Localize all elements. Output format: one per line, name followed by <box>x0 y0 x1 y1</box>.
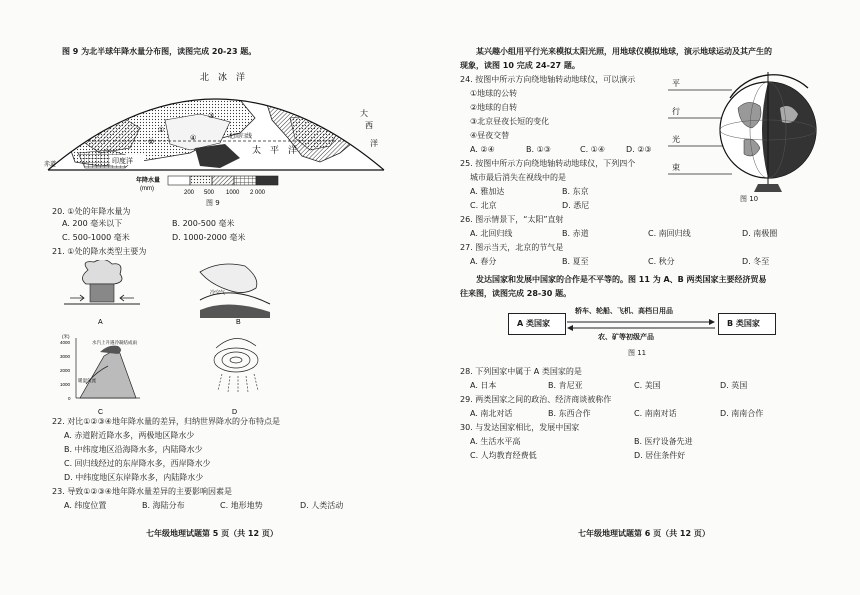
indian-ocean-label: 印度洋 <box>112 158 133 165</box>
q27-option-a: A. 春分 <box>470 257 497 266</box>
legend-value-2000: 2 000 <box>250 190 266 196</box>
q24-option-d: D. ②③ <box>626 145 652 154</box>
export-a-goods: 轿车、轮船、飞机、高档日用品 <box>575 307 673 315</box>
q20-option-c: C. 500-1000 毫米 <box>62 233 130 242</box>
c-y-2000: 2000 <box>60 368 71 373</box>
q24-item-4: ④昼夜交替 <box>470 131 510 140</box>
country-a-box <box>508 313 566 335</box>
q24-item-2: ②地球的自转 <box>470 103 518 112</box>
q25-option-b: B. 东京 <box>562 187 589 196</box>
q26-option-a: A. 北回归线 <box>470 229 513 238</box>
q30-stem: 30. 与发达国家相比，发展中国家 <box>460 423 580 432</box>
trade-arrows <box>565 318 717 332</box>
intro-line-4: 往来图，读图完成 28-30 题。 <box>460 289 572 298</box>
q28-option-d: D. 英国 <box>720 381 748 390</box>
q20-option-d: D. 1000-2000 毫米 <box>172 233 246 242</box>
q24-option-a: A. ②④ <box>470 145 495 154</box>
q24-option-b: B. ①③ <box>526 145 551 154</box>
q27-option-b: B. 夏至 <box>562 257 589 266</box>
legend-unit: (mm) <box>140 186 154 192</box>
q22-option-c: C. 回归线经过的东岸降水多，西岸降水少 <box>64 459 211 468</box>
intro-text: 图 9 为北半球年降水量分布图，读图完成 20-23 题。 <box>62 47 257 56</box>
c-title: 水汽上升遇冷凝结成雨 <box>92 340 137 345</box>
q25-stem: 25. 按图中所示方向绕地轴转动地球仪，下列四个 <box>460 159 636 168</box>
legend-value-500: 500 <box>204 190 215 196</box>
q23-option-c: C. 地形地势 <box>220 501 263 510</box>
q21-label-d: D <box>232 409 238 416</box>
option-b-frontal-image <box>200 264 270 318</box>
q29-option-a: A. 南北对话 <box>470 409 513 418</box>
c-air-label: 暖湿气流 <box>78 378 96 383</box>
q26-option-c: C. 南回归线 <box>648 229 691 238</box>
intro-line-3: 发达国家和发展中国家的合作是不平等的。图 11 为 A、B 两类国家主要经济贸易 <box>476 275 767 284</box>
intro-line-1: 某兴趣小组用平行光来模拟太阳光照，用地球仪模拟地球，演示地球运动及其产生的 <box>476 47 772 56</box>
q21-label-c: C <box>98 409 104 416</box>
equator-label: 赤道 <box>44 162 57 168</box>
point-4-marker: ④ <box>190 134 197 142</box>
cold-air-label: 冷空气 <box>210 290 226 296</box>
option-a-convection-image <box>64 260 140 304</box>
q22-option-d: D. 中纬度地区东岸降水多，内陆降水少 <box>64 473 204 482</box>
q21-illustrations <box>60 260 290 420</box>
q28-option-a: A. 日本 <box>470 381 497 390</box>
q26-option-d: D. 南极圈 <box>742 229 778 238</box>
point-1-marker: ① <box>158 126 165 134</box>
q22-option-a: A. 赤道附近降水多，两极地区降水少 <box>64 431 195 440</box>
q29-option-c: C. 南南对话 <box>634 409 677 418</box>
light-char-2: 行 <box>672 107 680 116</box>
q23-option-a: A. 纬度位置 <box>64 501 107 510</box>
c-y-1000: 1000 <box>60 382 71 387</box>
globe-figure <box>668 68 818 198</box>
q28-option-c: C. 美国 <box>634 381 661 390</box>
q20-option-a: A. 200 毫米以下 <box>62 219 123 228</box>
light-char-3: 光 <box>672 135 680 144</box>
q25-option-c: C. 北京 <box>470 201 497 210</box>
c-y-0: 0 <box>68 396 71 401</box>
atlantic-label-2: 西 <box>365 121 373 130</box>
country-b-box <box>718 313 776 335</box>
q24-item-1: ①地球的公转 <box>470 89 518 98</box>
option-d-typhoon-image <box>214 338 258 392</box>
q25-stem-2: 城市最后消失在视线中的是 <box>470 173 566 182</box>
q29-stem: 29. 两类国家之间的政治、经济商谈被称作 <box>460 395 612 404</box>
q20-option-b: B. 200-500 毫米 <box>172 219 235 228</box>
q24-item-3: ③北京昼夜长短的变化 <box>470 117 550 126</box>
q28-stem: 28. 下列国家中属于 A 类国家的是 <box>460 367 582 376</box>
q27-option-c: C. 秋分 <box>648 257 675 266</box>
point-2-marker: ② <box>148 138 155 146</box>
atlantic-label-1: 大 <box>360 109 368 118</box>
q23-option-d: D. 人类活动 <box>300 501 344 510</box>
figure-9-caption: 图 9 <box>206 199 220 207</box>
page-6-footer: 七年级地理试题第 6 页（共 12 页） <box>578 529 710 538</box>
tropic-label: 北回归线 <box>228 134 253 140</box>
q23-stem: 23. 导致①②③④地年降水量差异的主要影响因素是 <box>52 487 232 496</box>
export-b-goods: 农、矿等初级产品 <box>598 333 654 341</box>
option-c-orographic-image <box>60 333 140 401</box>
q27-option-d: D. 冬至 <box>742 257 770 266</box>
q26-option-b: B. 赤道 <box>562 229 589 238</box>
q21-label-a: A <box>98 319 103 326</box>
q29-option-b: B. 东西合作 <box>548 409 591 418</box>
q23-option-b: B. 海陆分布 <box>142 501 185 510</box>
c-y-3000: 3000 <box>60 354 71 359</box>
legend-value-1000: 1000 <box>226 190 240 196</box>
q20-stem: 20. ①处的年降水量为 <box>52 207 131 216</box>
q21-label-b: B <box>236 319 241 326</box>
q25-option-d: D. 悉尼 <box>562 201 590 210</box>
legend-value-200: 200 <box>184 190 195 196</box>
light-char-4: 束 <box>672 163 680 172</box>
pacific-label: 太 平 洋 <box>252 145 298 155</box>
intro-line-2: 现象，读图 10 完成 24-27 题。 <box>460 61 580 70</box>
q27-stem: 27. 图示当天，北京的节气是 <box>460 243 564 252</box>
figure-10-caption: 图 10 <box>740 195 759 203</box>
figure-11-caption: 图 11 <box>628 349 647 357</box>
legend-title: 年降水量 <box>136 178 161 184</box>
atlantic-label-3: 洋 <box>370 139 378 148</box>
q21-stem: 21. ①处的降水类型主要为 <box>52 247 147 256</box>
c-ylabel: (米) <box>62 334 70 339</box>
country-b-label: B 类国家 <box>727 319 760 328</box>
light-char-1: 平 <box>672 79 680 88</box>
q24-stem: 24. 按图中所示方向绕地轴转动地球仪，可以演示 <box>460 75 636 84</box>
q30-option-c: C. 人均教育经费低 <box>470 451 537 460</box>
point-3-marker: ③ <box>208 112 215 120</box>
country-a-label: A 类国家 <box>517 319 550 328</box>
q24-option-c: C. ①④ <box>580 145 606 154</box>
page-5-footer: 七年级地理试题第 5 页（共 12 页） <box>146 529 278 538</box>
q22-stem: 22. 对比①②③④地年降水量的差异，归纳世界降水的分布特点是 <box>52 417 280 426</box>
right-page <box>430 0 860 595</box>
q25-option-a: A. 雅加达 <box>470 187 505 196</box>
q30-option-a: A. 生活水平高 <box>470 437 521 446</box>
q29-option-d: D. 南南合作 <box>720 409 764 418</box>
c-y-4000: 4000 <box>60 340 71 345</box>
q28-option-b: B. 肯尼亚 <box>548 381 583 390</box>
q30-option-b: B. 医疗设备先进 <box>634 437 693 446</box>
q22-option-b: B. 中纬度地区沿海降水多，内陆降水少 <box>64 445 203 454</box>
q26-stem: 26. 图示情景下，“太阳”直射 <box>460 215 564 224</box>
arctic-label: 北 冰 洋 <box>200 72 246 82</box>
q30-option-d: D. 居住条件好 <box>634 451 686 460</box>
